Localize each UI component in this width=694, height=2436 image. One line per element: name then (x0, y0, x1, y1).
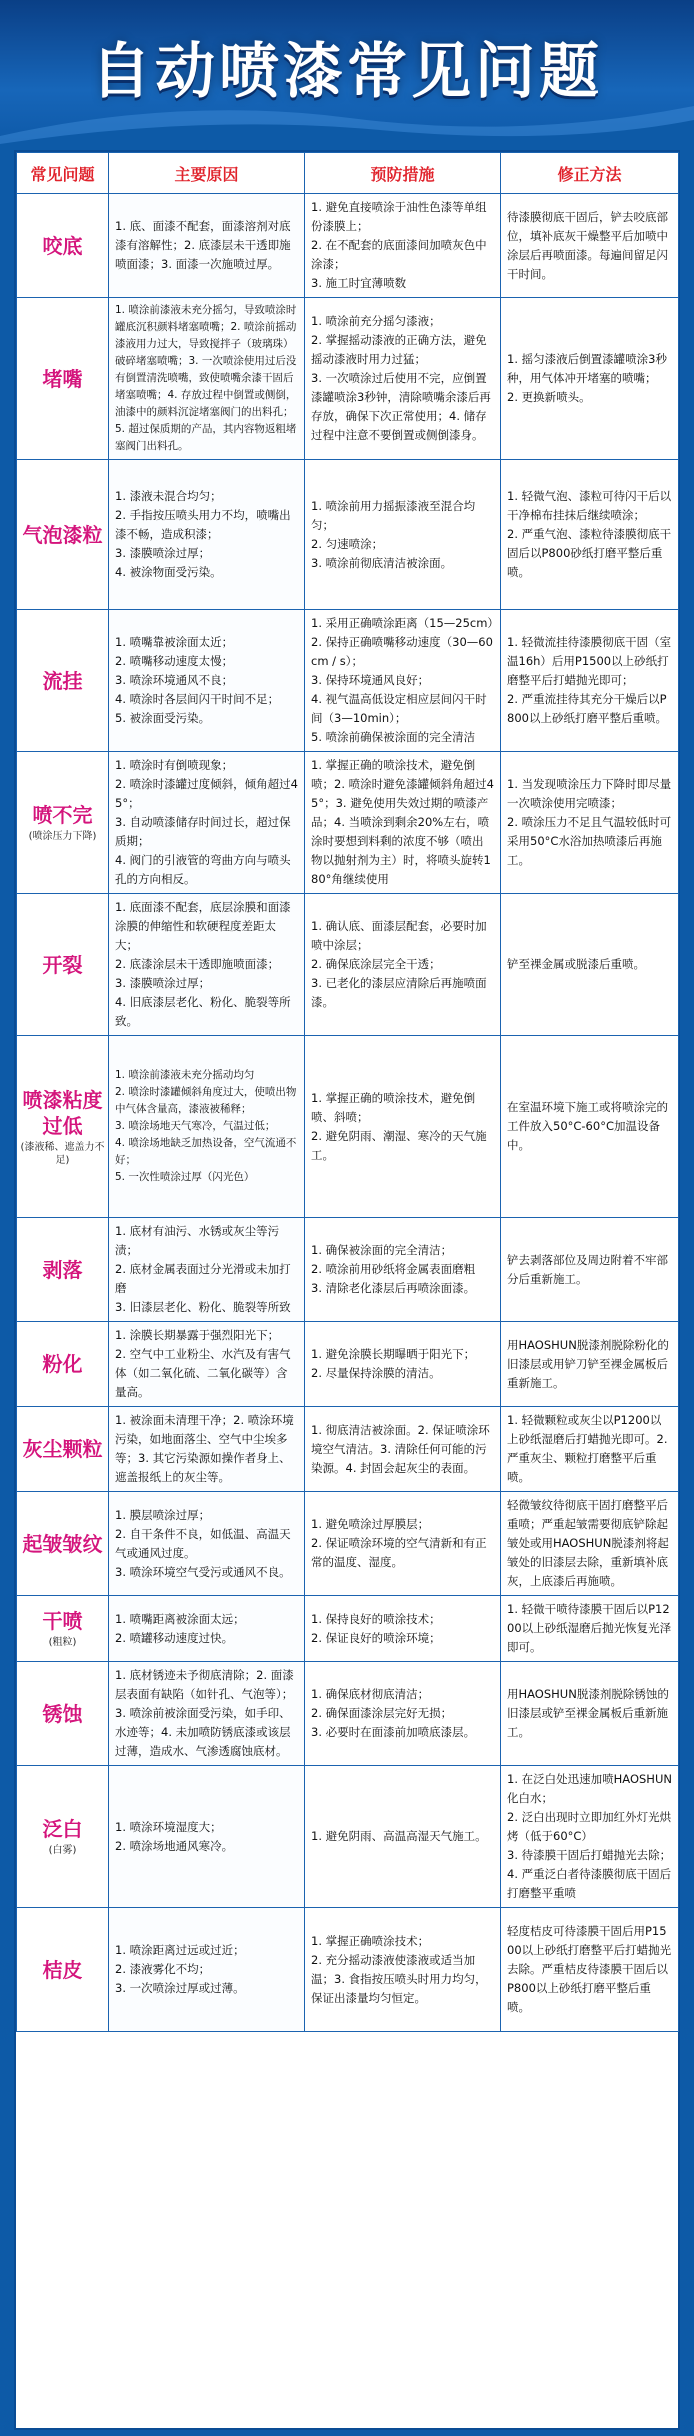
cause-cell (109, 752, 305, 894)
cause-cell (109, 194, 305, 298)
cause-text: 3. 喷涂环境空气受污或通风不良。 (115, 1564, 291, 1579)
cause-text: 1. 喷嘴靠被涂面太近； (115, 635, 234, 649)
problem-name-cell (17, 1036, 109, 1218)
cause-text: 3. 喷涂场地天气寒冷，气温过低； (115, 1120, 276, 1132)
cause-text: 1. 喷涂前漆液未充分摇动均匀 (115, 1069, 255, 1081)
prevent-text: 1. 确保被涂面的完全清洁； (311, 1243, 453, 1257)
prevent-text: 1. 喷涂前充分摇匀漆液； (311, 314, 441, 328)
cause-cell (109, 1908, 305, 2032)
problem-name: 喷漆粘度过低 (22, 1087, 103, 1138)
prevent-text: 1. 掌握正确的喷涂技术，避免倒喷、斜喷； (311, 1090, 476, 1124)
cause-text: 2. 喷嘴移动速度太慢； (115, 654, 234, 668)
prevent-text: 3. 已老化的漆层应清除后再施喷面漆。 (311, 976, 487, 1009)
cause-cell (109, 460, 305, 610)
fix-text: 3. 待漆膜干固后打蜡抛光去除； (507, 1848, 672, 1862)
problem-name-cell (17, 1908, 109, 2032)
cause-text: 2. 喷罐移动速度过快。 (115, 1630, 234, 1645)
table-row (17, 1766, 679, 1908)
cause-text: 4. 旧底漆层老化、粉化、脆裂等所致。 (115, 995, 291, 1028)
table-body (17, 194, 679, 2032)
prevent-text: 3. 清除老化漆层后再喷涂面漆。 (311, 1281, 476, 1295)
fix-text: 4. 严重泛白者待漆膜彻底干固后打磨整平重喷 (507, 1867, 672, 1900)
prevent-text: 3. 喷涂前彻底清洁被涂面。 (311, 555, 453, 570)
cause-text: 2. 底材金属表面过分光滑或未加打磨 (115, 1262, 291, 1295)
fix-text: 轻微皱纹待彻底干固打磨整平后重喷；严重起皱需要彻底铲除起皱处或用HAOSHUN脱漆剂将起皱处的旧漆层去除，重新填补底灰，上底漆后再施喷。 (507, 1498, 669, 1588)
problem-name: 喷不完 (32, 803, 93, 827)
fix-cell (501, 1662, 679, 1766)
prevent-text: 1. 确保底材彻底清洁； (311, 1687, 430, 1701)
header-cause: 主要原因 (109, 153, 305, 194)
problem-name-cell (17, 1492, 109, 1596)
cause-text: 2. 漆液雾化不均； (115, 1962, 211, 1976)
fix-cell (501, 1492, 679, 1596)
problem-name: 泛白 (42, 1817, 83, 1841)
fix-text: 轻度桔皮可待漆膜干固后用P1500以上砂纸打磨整平后打蜡抛光去除。严重桔皮待漆膜干固后以P800以上砂纸打磨平整后重喷。 (507, 1924, 672, 2014)
prevent-text: 1. 保持良好的喷涂技术； (311, 1611, 441, 1626)
fix-cell (501, 1596, 679, 1662)
cause-text: 3. 一次喷涂过厚或过薄。 (115, 1981, 245, 1995)
cause-text: 3. 自动喷漆储存时间过长，超过保质期； (115, 815, 291, 848)
cause-text: 5. 被涂面受污染。 (115, 711, 211, 725)
fix-text: 2. 严重流挂待其充分干燥后以P800以上砂纸打磨平整后重喷。 (507, 692, 667, 725)
header-prevention: 预防措施 (305, 153, 501, 194)
cause-text: 1. 漆液未混合均匀； (115, 489, 222, 503)
cause-text: 1. 底面漆不配套，底层涂膜和面漆涂膜的伸缩性和软硬程度差距太大； (115, 900, 291, 952)
prevent-text: 2. 在不配套的底面漆间加喷灰色中涂漆； (311, 238, 487, 271)
cause-cell (109, 1407, 305, 1492)
problem-name: 粉化 (42, 1352, 83, 1376)
prevent-cell (305, 1596, 501, 1662)
problem-name-cell (17, 298, 109, 460)
fix-cell (501, 752, 679, 894)
problem-name-cell (17, 194, 109, 298)
prevent-text: 1. 掌握正确喷涂技术； (311, 1933, 430, 1948)
fix-text: 铲去剥落部位及周边附着不牢部分后重新施工。 (507, 1252, 668, 1286)
fix-text: 2. 喷涂压力不足且气温较低时可采用50°C水浴加热喷漆后再施工。 (507, 815, 672, 867)
prevent-text: 2. 避免阴雨、潮湿、寒冷的天气施工。 (311, 1128, 487, 1162)
cause-cell (109, 1322, 305, 1407)
prevent-cell (305, 1908, 501, 2032)
problem-name: 灰尘颗粒 (22, 1437, 103, 1461)
prevent-text: 3. 施工时宜薄喷数 (311, 276, 407, 290)
cause-text: 4. 喷涂场地缺乏加热设备，空气流通不好； (115, 1137, 297, 1166)
fix-text: 用HAOSHUN脱漆剂脱除粉化的旧漆层或用铲刀铲至裸金属板后重新施工。 (507, 1337, 669, 1390)
cause-text: 5. 一次性喷涂过厚（闪光色） (115, 1171, 255, 1183)
cause-text: 1. 喷涂环境湿度大； (115, 1819, 222, 1834)
table-row (17, 1662, 679, 1766)
prevent-cell (305, 1322, 501, 1407)
cause-cell (109, 1036, 305, 1218)
problem-name: 流挂 (42, 668, 83, 693)
prevent-text: 1. 掌握正确的喷涂技术，避免倒喷；2. 喷涂时避免漆罐倾斜角超过45°；3. 避免使用失效过期的喷漆产品；4. 当喷涂到剩余20%左右，喷涂时要想到料剩的浓度不够（喷出物以抛射剂为主）时，将喷头旋转180°角继续使用 (311, 758, 494, 886)
problem-table-frame (14, 150, 680, 2430)
fix-text: 1. 轻微颗粒或灰尘以P1200以上砂纸湿磨后打蜡抛光即可。2. 严重灰尘、颗粒打磨整平后重喷。 (507, 1413, 668, 1484)
fix-cell (501, 610, 679, 752)
cause-text: 3. 漆膜喷涂过厚； (115, 546, 211, 560)
prevent-text: 3. 一次喷涂过后使用不完，应倒置漆罐喷涂3秒钟，清除喷嘴余漆后再存放，确保下次正常使用；4. 储存过程中注意不要倒置或侧倒漆身。 (311, 371, 491, 442)
prevent-cell (305, 894, 501, 1036)
prevent-text: 3. 保持环境通风良好； (311, 673, 430, 687)
prevent-text: 2. 保证良好的喷涂环境； (311, 1630, 441, 1645)
fix-text: 1. 在泛白处迅速加喷HAOSHUN化白水； (507, 1772, 672, 1805)
table-row (17, 1492, 679, 1596)
prevent-cell (305, 1218, 501, 1322)
prevent-text: 2. 掌握摇动漆液的正确方法，避免摇动漆液时用力过猛； (311, 333, 487, 366)
prevent-cell (305, 460, 501, 610)
fix-cell (501, 1322, 679, 1407)
cause-cell (109, 1596, 305, 1662)
problem-name: 咬底 (42, 233, 83, 258)
problem-name: 起皱皱纹 (22, 1531, 103, 1556)
problem-name-cell (17, 752, 109, 894)
problem-name: 剥落 (42, 1257, 83, 1282)
cause-text: 1. 底、面漆不配套，面漆溶剂对底漆有溶解性；2. 底漆层未干透即施喷面漆；3. 面漆一次施喷过厚。 (115, 219, 291, 271)
cause-text: 2. 喷涂场地通风寒冷。 (115, 1838, 234, 1853)
prevent-cell (305, 1662, 501, 1766)
prevent-text: 2. 匀速喷涂； (311, 536, 384, 551)
table-row (17, 1407, 679, 1492)
fix-text: 在室温环境下施工或将喷涂完的工件放入50°C-60°C加温设备中。 (507, 1100, 668, 1152)
cause-text: 2. 自干条件不良，如低温、高温天气或通风过度。 (115, 1526, 291, 1560)
prevent-text: 1. 喷涂前用力摇振漆液至混合均匀； (311, 498, 476, 532)
table-row (17, 1596, 679, 1662)
prevent-text: 1. 确认底、面漆层配套，必要时加喷中涂层； (311, 919, 487, 952)
prevent-cell (305, 1766, 501, 1908)
problem-name-cell (17, 460, 109, 610)
cause-cell (109, 610, 305, 752)
cause-text: 3. 喷涂环境通风不良； (115, 673, 234, 687)
problem-subtitle: (喷涂压力下降) (28, 831, 97, 842)
problem-name: 干喷 (42, 1609, 83, 1633)
prevent-text: 2. 充分摇动漆液使漆液或适当加温；3. 食指按压喷头时用力均匀，保证出漆量均匀恒定。 (311, 1952, 487, 2005)
fix-text: 1. 轻微气泡、漆粒可待闪干后以干净棉布挂抹后继续喷涂； (507, 489, 672, 522)
fix-text: 1. 摇匀漆液后倒置漆罐喷涂3秒种，用气体冲开堵塞的喷嘴； (507, 352, 667, 385)
cause-text: 1. 底材有油污、水锈或灰尘等污渍； (115, 1224, 280, 1257)
fix-text: 2. 严重气泡、漆粒待漆膜彻底干固后以P800砂纸打磨平整后重喷。 (507, 527, 672, 579)
prevent-cell (305, 1492, 501, 1596)
cause-cell (109, 298, 305, 460)
prevent-text: 1. 避免阴雨、高温高湿天气施工。 (311, 1829, 487, 1843)
prevent-cell (305, 1036, 501, 1218)
prevent-text: 1. 避免喷涂过厚膜层； (311, 1517, 430, 1531)
cause-text: 1. 喷涂前漆液未充分摇匀，导致喷涂时罐底沉积颜料堵塞喷嘴；2. 喷涂前摇动漆液用力过大，导致搅拌子（玻璃珠）破碎堵塞喷嘴；3. 一次喷涂使用过后没有倒置清洗喷嘴，致使喷嘴余漆干固后堵塞喷嘴；4. 存放过程中倒置或侧倒，油漆中的颜料沉淀堵塞阀门的出料孔；5. 超过保质期的产品，其内容物返粗堵塞阀门出料孔。 (115, 304, 297, 452)
table-row (17, 752, 679, 894)
prevent-text: 1. 避免直接喷涂于油性色漆等单组份漆膜上； (311, 200, 487, 233)
table-row (17, 1218, 679, 1322)
cause-text: 1. 被涂面未清理干净；2. 喷涂环境污染，如地面落尘、空气中尘埃多等；3. 其它污染源如操作者身上、遮盖报纸上的灰尘等。 (115, 1413, 294, 1484)
fix-text: 1. 当发现喷涂压力下降时即尽量一次喷涂使用完喷漆； (507, 777, 672, 810)
cause-text: 2. 手指按压喷头用力不均，喷嘴出漆不畅，造成积漆； (115, 508, 291, 541)
cause-text: 1. 膜层喷涂过厚； (115, 1507, 211, 1522)
problem-subtitle: (粗粒) (48, 1637, 77, 1648)
prevent-cell (305, 752, 501, 894)
table-row (17, 1322, 679, 1407)
problem-subtitle: (漆液稀、遮盖力不足) (20, 1141, 105, 1166)
fix-text: 待漆膜彻底干固后，铲去咬底部位，填补底灰干燥整平后加喷中涂层后再喷面漆。每遍间留足闪干时间。 (507, 209, 668, 281)
page-title: 自动喷漆常见问题 (91, 37, 603, 107)
cause-cell (109, 1662, 305, 1766)
cause-text: 2. 底漆涂层未干透即施喷面漆； (115, 957, 280, 971)
prevent-text: 2. 确保底涂层完全干透； (311, 957, 441, 971)
page-header (0, 0, 694, 150)
problem-name-cell (17, 1662, 109, 1766)
prevent-text: 2. 确保面漆涂层完好无损； (311, 1706, 453, 1720)
problem-subtitle: (白雾) (48, 1845, 77, 1856)
prevent-cell (305, 610, 501, 752)
cause-cell (109, 894, 305, 1036)
table-row (17, 194, 679, 298)
problem-name-cell (17, 610, 109, 752)
cause-cell (109, 1766, 305, 1908)
prevent-cell (305, 1407, 501, 1492)
problem-name-cell (17, 1407, 109, 1492)
fix-cell (501, 1036, 679, 1218)
cause-cell (109, 1218, 305, 1322)
cause-text: 1. 底材锈迹未予彻底清除；2. 面漆层表面有缺陷（如针孔、气泡等）；3. 喷涂前被涂面受污染，如手印、水迹等；4. 未加喷防锈底漆或该层过薄，造成水、气渗透腐蚀底材。 (115, 1668, 294, 1758)
cause-text: 2. 喷涂时漆罐过度倾斜，倾角超过45°； (115, 777, 298, 810)
problem-name: 桔皮 (42, 1957, 83, 1982)
table-row (17, 894, 679, 1036)
fix-cell (501, 1908, 679, 2032)
cause-text: 1. 喷嘴距离被涂面太远； (115, 1611, 245, 1626)
header-fix: 修正方法 (501, 153, 679, 194)
table-row (17, 460, 679, 610)
problem-name: 开裂 (42, 952, 83, 977)
fix-text: 铲至裸金属或脱漆后重喷。 (507, 957, 645, 971)
table-row (17, 610, 679, 752)
problem-name-cell (17, 1322, 109, 1407)
prevent-text: 3. 必要时在面漆前加喷底漆层。 (311, 1725, 476, 1739)
prevent-text: 1. 彻底清洁被涂面。2. 保证喷涂环境空气清洁。3. 清除任何可能的污染源。4. 封固会起灰尘的表面。 (311, 1422, 490, 1475)
prevent-text: 1. 避免涂膜长期曝晒于阳光下； (311, 1347, 476, 1361)
cause-text: 2. 空气中工业粉尘、水汽及有害气体（如二氧化硫、二氧化碳等）含量高。 (115, 1347, 291, 1399)
prevent-text: 2. 喷涂前用砂纸将金属表面磨粗 (311, 1262, 476, 1276)
problem-table (16, 152, 679, 2032)
prevent-text: 2. 保证喷涂环境的空气清新和有正常的温度、湿度。 (311, 1536, 487, 1569)
cause-text: 4. 阀门的引液管的弯曲方向与喷头孔的方向相反。 (115, 853, 291, 886)
table-row (17, 1036, 679, 1218)
cause-text: 3. 旧漆层老化、粉化、脆裂等所致 (115, 1300, 291, 1314)
table-row (17, 1908, 679, 2032)
fix-text: 用HAOSHUN脱漆剂脱除锈蚀的旧漆层或铲至裸金属板后重新施工。 (507, 1687, 669, 1739)
fix-cell (501, 1407, 679, 1492)
prevent-cell (305, 194, 501, 298)
prevent-text: 1. 采用正确喷涂距离（15—25cm）2. 保持正确喷嘴移动速度（30—60cm / s）； (311, 616, 494, 668)
table-row (17, 298, 679, 460)
cause-cell (109, 1492, 305, 1596)
problem-name: 气泡漆粒 (22, 522, 103, 547)
cause-text: 1. 涂膜长期暴露于强烈阳光下； (115, 1328, 280, 1342)
header-problem: 常见问题 (17, 153, 109, 194)
cause-text: 1. 喷涂时有倒喷现象； (115, 758, 234, 772)
fix-text: 2. 泛白出现时立即加红外灯光烘烤（低于60°C） (507, 1810, 672, 1843)
table-header-row (17, 153, 679, 194)
prevent-text: 2. 尽量保持涂膜的清洁。 (311, 1366, 441, 1380)
fix-text: 1. 轻微流挂待漆膜彻底干固（室温16h）后用P1500以上砂纸打磨整平后打蜡抛光即可； (507, 635, 672, 687)
cause-text: 2. 喷涂时漆罐倾斜角度过大，使喷出物中气体含量高，漆液被稀释； (115, 1086, 297, 1115)
cause-text: 1. 喷涂距离过远或过近； (115, 1943, 245, 1957)
fix-cell (501, 1766, 679, 1908)
cause-text: 3. 漆膜喷涂过厚； (115, 976, 211, 990)
cause-text: 4. 被涂物面受污染。 (115, 565, 222, 579)
fix-cell (501, 894, 679, 1036)
fix-cell (501, 194, 679, 298)
problem-name-cell (17, 1218, 109, 1322)
problem-name: 锈蚀 (42, 1701, 83, 1726)
prevent-cell (305, 298, 501, 460)
fix-cell (501, 460, 679, 610)
prevent-text: 5. 喷涂前确保被涂面的完全清洁 (311, 730, 476, 744)
problem-name-cell (17, 1766, 109, 1908)
fix-cell (501, 298, 679, 460)
prevent-text: 4. 视气温高低设定相应层间闪干时间（3—10min）； (311, 692, 487, 725)
fix-text: 2. 更换新喷头。 (507, 390, 591, 404)
problem-name-cell (17, 894, 109, 1036)
cause-text: 4. 喷涂时各层间闪干时间不足； (115, 692, 280, 706)
problem-name: 堵嘴 (42, 366, 83, 391)
problem-name-cell (17, 1596, 109, 1662)
fix-cell (501, 1218, 679, 1322)
fix-text: 1. 轻微干喷待漆膜干固后以P1200以上砂纸湿磨后抛光恢复光泽即可。 (507, 1602, 672, 1654)
